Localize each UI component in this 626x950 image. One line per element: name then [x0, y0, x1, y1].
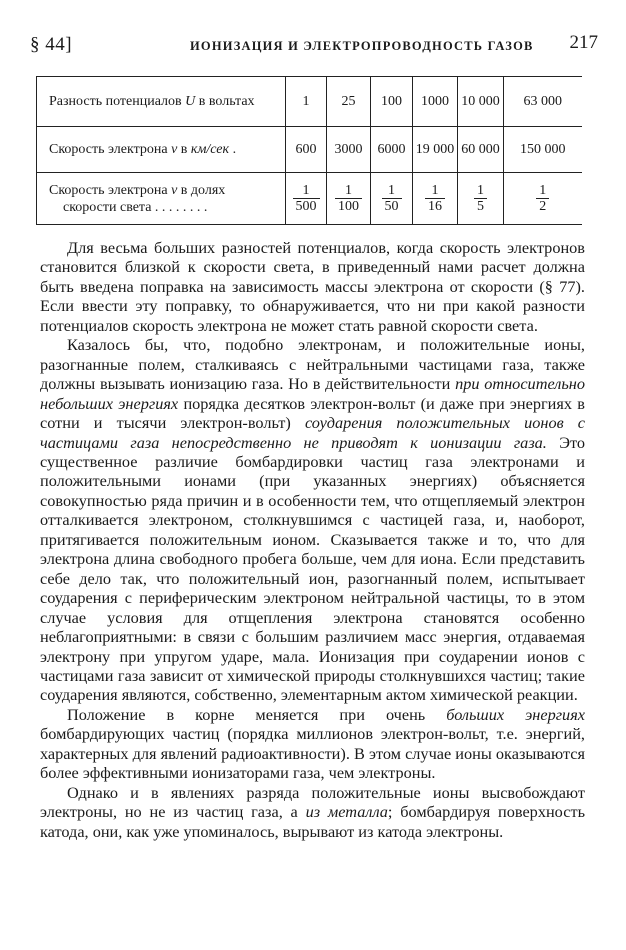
paragraph: Для весьма больших разностей потенциалов, когда скорость электронов становится близкой к скорости света, в приведенный нами расчет должна быть введена поправка на зависимость массы электрона от скорости (§ 77). Если ввести эту поправку, то обнаруживается, что ни при какой разности потенциалов скорость электрона не может стать равной скорости света. [40, 238, 585, 335]
section-marker: § 44] [30, 34, 73, 55]
table-cell: 1 [286, 77, 327, 127]
fraction-cell: $\frac{1}{50}$ [371, 173, 413, 225]
row-label: Разность потенциалов U в вольтах [37, 77, 286, 127]
table-cell: 100 [371, 77, 413, 127]
table-cell: 6000 [371, 127, 413, 173]
data-table [36, 76, 582, 225]
table-cell: 150 000 [504, 127, 582, 173]
table-cell: 63 000 [504, 77, 582, 127]
row-label: Скорость электрона v в км/сек . [37, 127, 286, 173]
fraction-cell: $\frac{1}{16}$ [413, 173, 458, 225]
fraction-cell: $\frac{1}{2}$ [504, 173, 582, 225]
paragraph: Однако и в явлениях разряда положительные ионы высвобождают электроны, но не из частиц газа, а из металла; бомбардируя поверхность катода, они, как уже упоминалось, вырывают из катода электроны. [40, 782, 585, 841]
fraction-cell: $\frac{1}{500}$ [286, 173, 327, 225]
fraction-cell: $\frac{1}{100}$ [327, 173, 371, 225]
running-title: ИОНИЗАЦИЯ И ЭЛЕКТРОПРОВОДНОСТЬ ГАЗОВ [190, 39, 534, 53]
body-text [40, 238, 585, 841]
page-number: 217 [569, 32, 598, 53]
table-row [37, 173, 582, 225]
table-cell: 1000 [413, 77, 458, 127]
table-row [37, 127, 582, 173]
page-header [30, 32, 598, 62]
table-cell: 19 000 [413, 127, 458, 173]
paragraph: Казалось бы, что, подобно электронам, и положительные ионы, разогнанные полем, сталкиваясь с нейтральными частицами газа, также должны вызывать ионизацию газа. Но в действительности при относительно небольших энергиях порядка десятков электрон-вольт (и даже при энергиях в сотни и тысячи электрон-вольт) соударения положительных ионов с частицами газа непосредственно не приводят к ионизации газа. Это существенное различие бомбардировки частиц газа электронами и положительными ионами (при указанных энергиях) объясняется совокупностью ряда причин и в особенности тем, что отщепляемый электрон отталкивается электроном, столкнувшимся с частицей газа, и, наоборот, притягивается положительным ионом. Сказывается также и то, что для электрона длина свободного пробега больше, чем для иона. Если представить себе дело так, что положительный ион, разогнанный полем, испытывает соударения с периферическим электроном нейтральной частицы, то в этом случае условия для отщепления электрона становятся особенно неблагоприятными: в связи с большим различием масс энергия, отдаваемая электрону при упругом ударе, мала. Ионизация при соударении ионов с частицами газа зависит от химической природы столкнувшихся частиц; такие соударения являются, собственно, элементарным актом химической реакции. [40, 335, 585, 705]
table-cell: 600 [286, 127, 327, 173]
table-row [37, 77, 582, 127]
table-cell: 10 000 [458, 77, 504, 127]
table-cell: 25 [327, 77, 371, 127]
row-label: Скорость электрона v в долях скорости света . . . . . . . . [37, 173, 286, 225]
table-cell: 3000 [327, 127, 371, 173]
table-cell: 60 000 [458, 127, 504, 173]
fraction-cell: $\frac{1}{5}$ [458, 173, 504, 225]
paragraph: Положение в корне меняется при очень больших энергиях бомбардирующих частиц (порядка миллионов электрон-вольт, т.е. энергий, характерных для явлений радиоактивности). В этом случае ионы оказываются более эффективными ионизаторами газа, чем электроны. [40, 704, 585, 783]
